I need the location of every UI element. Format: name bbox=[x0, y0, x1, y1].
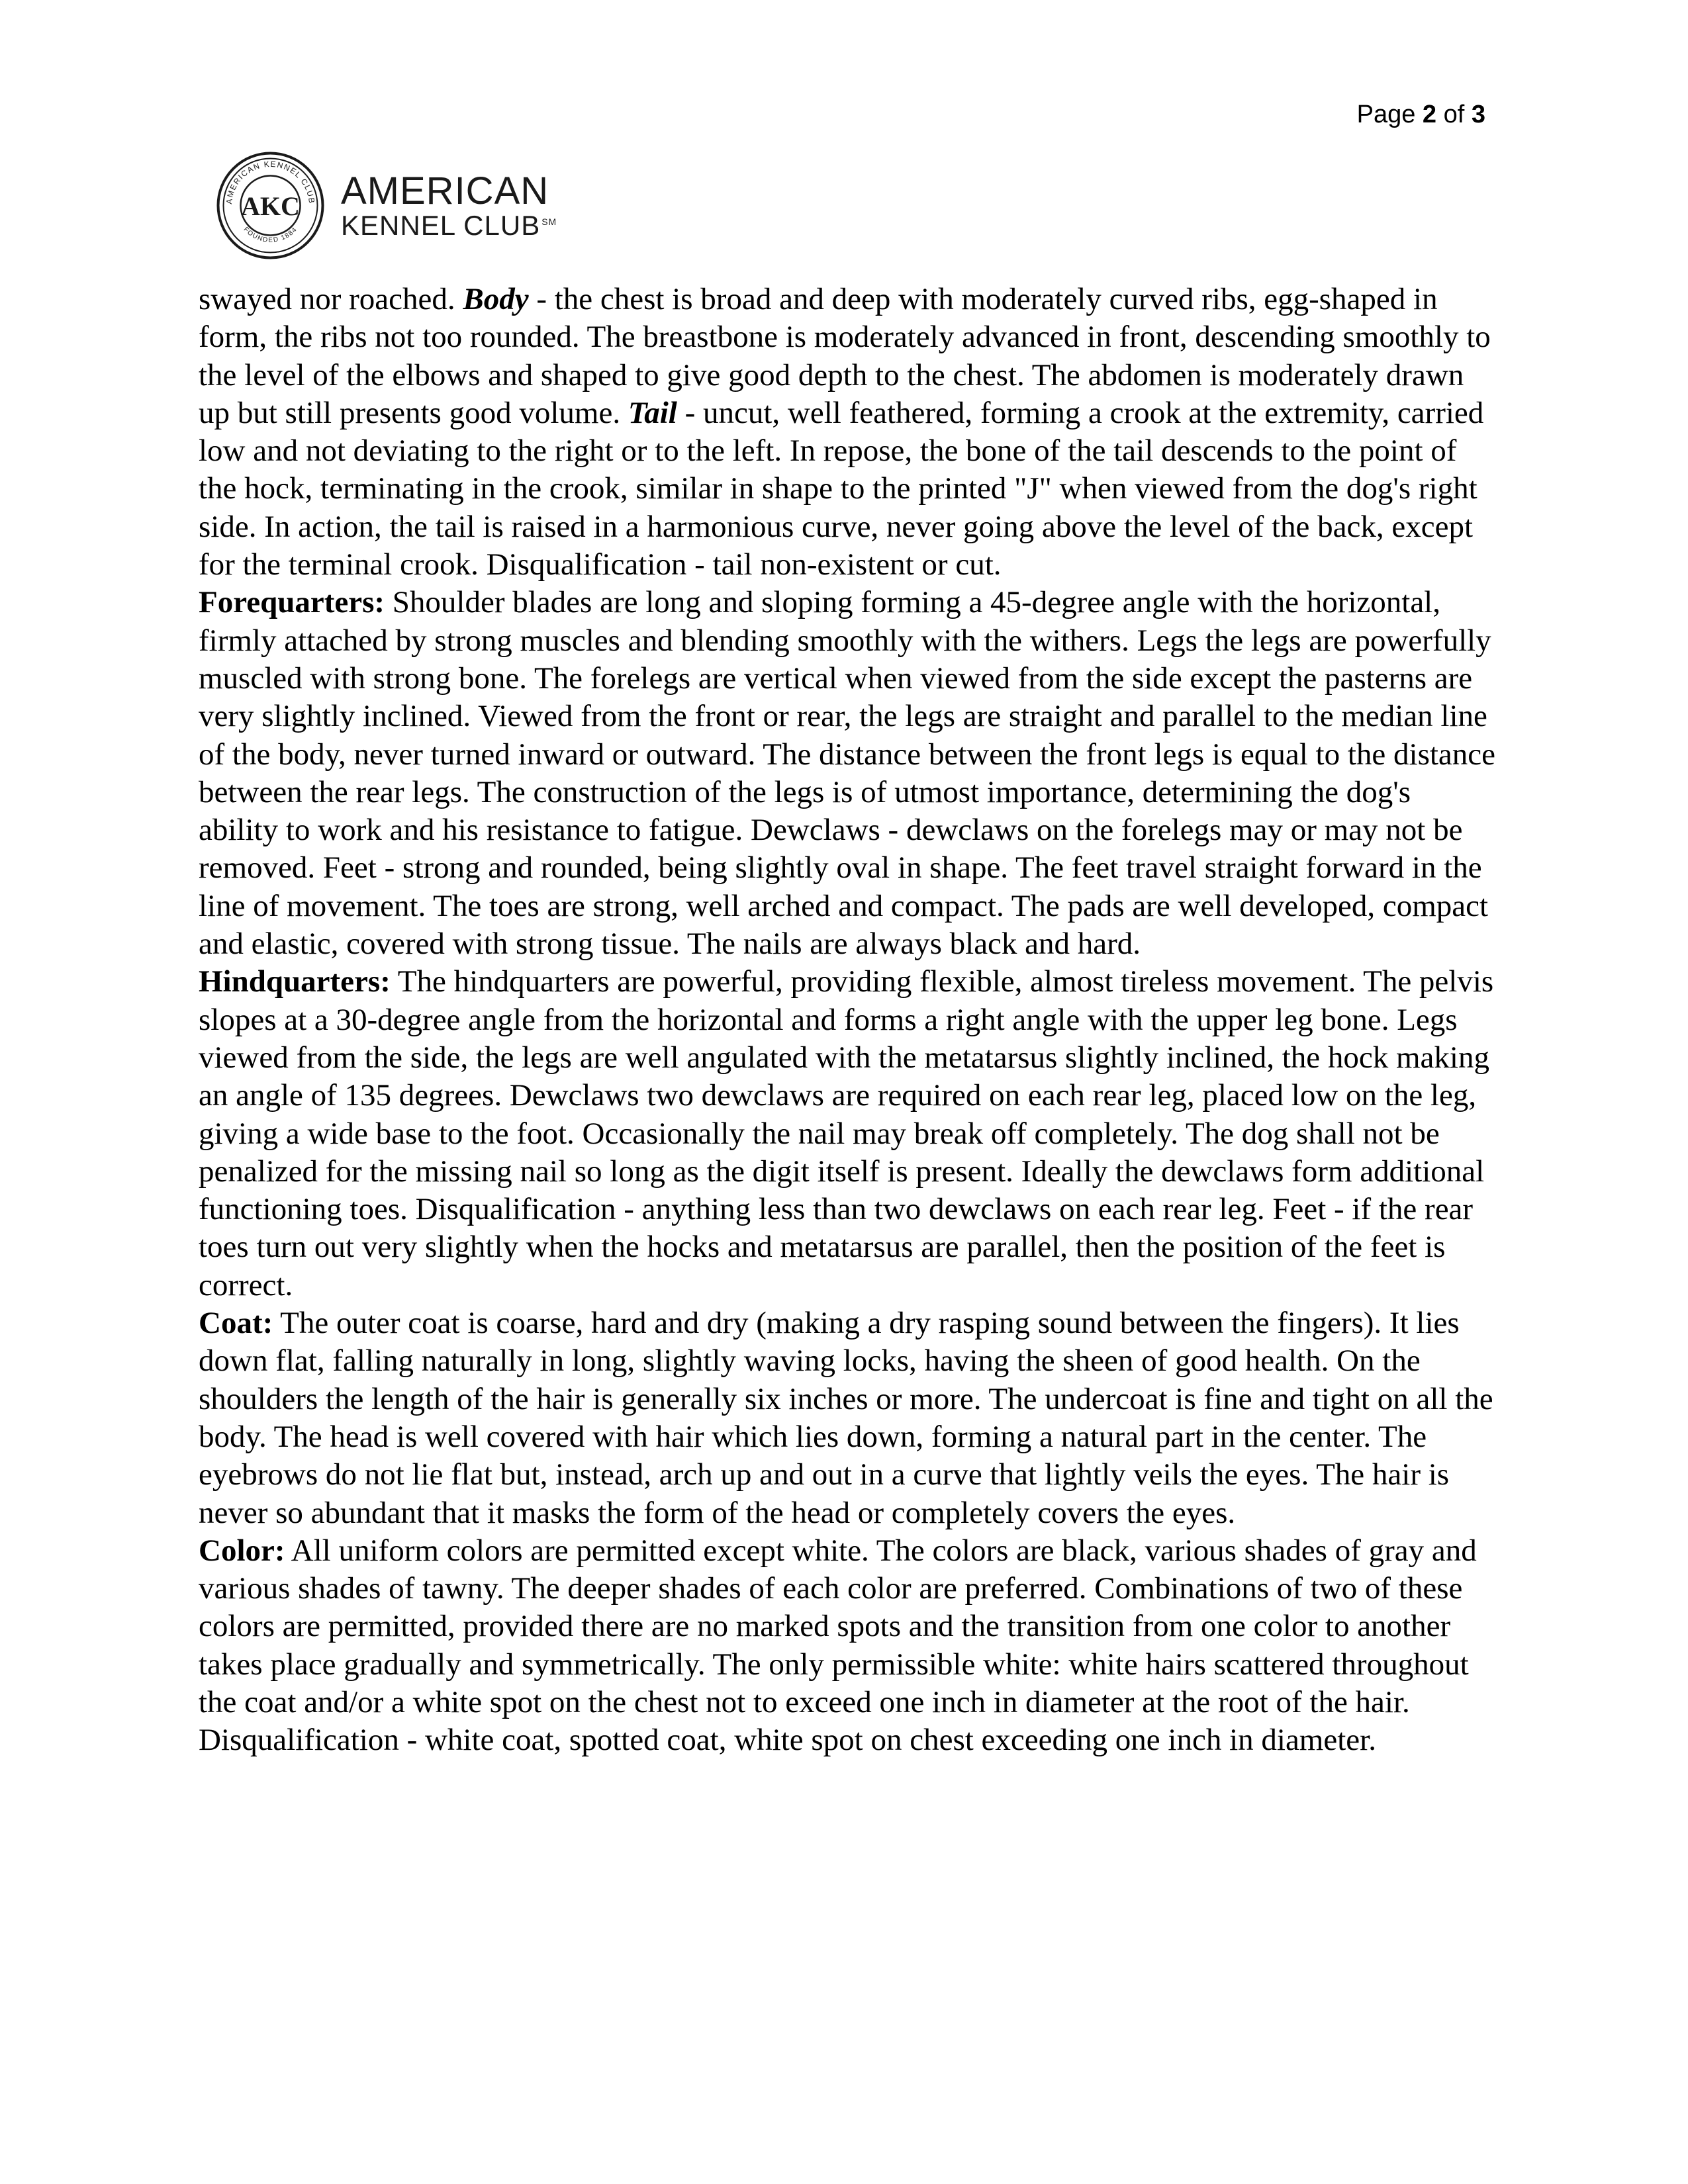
paragraph-coat bbox=[199, 1304, 1496, 1532]
paragraph-hindquarters bbox=[199, 963, 1496, 1304]
akc-seal-icon bbox=[216, 151, 325, 260]
paragraph-lead-in: swayed nor roached. bbox=[199, 282, 463, 316]
trademark-mark: SM bbox=[541, 216, 557, 227]
page-number-total: 3 bbox=[1471, 101, 1485, 128]
body-text: - the chest is broad and deep with moderately curved ribs, egg-shaped in form, the ribs not too rounded. The breastbone is moderately advanced in front, descending smoothly to the level of the elbows and shaped to give good depth to the chest. The abdomen is moderately drawn up but still presents good volume. bbox=[199, 282, 1491, 430]
breed-standard-text bbox=[199, 281, 1496, 1760]
akc-wordmark bbox=[341, 169, 557, 241]
wordmark-line-1: AMERICAN bbox=[341, 169, 549, 212]
seal-monogram: AKC bbox=[241, 191, 300, 221]
body-label: Body bbox=[463, 282, 529, 316]
forequarters-label: Forequarters: bbox=[199, 585, 385, 620]
hindquarters-text: The hindquarters are powerful, providing flexible, almost tireless movement. The pelvis slopes at a 30-degree angle from the horizontal and forms a right angle with the upper leg bone. Legs viewed from the side, the legs are well angulated with the metatarsus slightly inclined, the hock making an angle of 135 degrees. Dewclaws two dewclaws are required on each rear leg, placed low on the leg, giving a wide base to the foot. Occasionally the nail may break off completely. The dog shall not be penalized for the missing nail so long as the digit itself is present. Ideally the dewclaws form additional functioning toes. Disqualification - anything less than two dewclaws on each rear leg. Feet - if the rear toes turn out very slightly when the hocks and metatarsus are parallel, then the position of the feet is correct. bbox=[199, 964, 1494, 1302]
coat-label: Coat: bbox=[199, 1306, 273, 1341]
page-number-current: 2 bbox=[1422, 101, 1437, 128]
page-number-prefix: Page bbox=[1356, 101, 1423, 128]
wordmark-line-2-text: KENNEL CLUB bbox=[341, 209, 541, 241]
page-number-separator: of bbox=[1436, 101, 1472, 128]
tail-label: Tail bbox=[628, 395, 677, 430]
color-text: All uniform colors are permitted except white. The colors are black, various shades of gray and various shades of tawny. The deeper shades of each color are preferred. Combinations of two of these colors are permitted, provided there are no marked spots and the transition from one color to another takes place gradually and symmetrically. The only permissible white: white hairs scattered throughout the coat and/or a white spot on the chest not to exceed one inch in diameter at the root of the hair. Disqualification - white coat, spotted coat, white spot on chest exceeding one inch in diameter. bbox=[199, 1533, 1477, 1758]
hindquarters-label: Hindquarters: bbox=[199, 964, 391, 999]
page-number bbox=[1357, 101, 1485, 129]
paragraph-forequarters bbox=[199, 584, 1496, 963]
forequarters-text: Shoulder blades are long and sloping forming a 45-degree angle with the horizontal, firmly attached by strong muscles and blending smoothly with the withers. Legs the legs are powerfully muscled with strong bone. The forelegs are vertical when viewed from the side except the pasterns are very slightly inclined. Viewed from the front or rear, the legs are straight and parallel to the median line of the body, never turned inward or outward. The distance between the front legs is equal to the distance between the rear legs. The construction of the legs is of utmost importance, determining the dog's ability to work and his resistance to fatigue. Dewclaws - dewclaws on the forelegs may or may not be removed. Feet - strong and rounded, being slightly oval in shape. The feet travel straight forward in the line of movement. The toes are strong, well arched and compact. The pads are well developed, compact and elastic, covered with strong tissue. The nails are always black and hard. bbox=[199, 585, 1496, 962]
paragraph-color bbox=[199, 1532, 1496, 1760]
color-label: Color: bbox=[199, 1533, 285, 1568]
tail-text: - uncut, well feathered, forming a crook at the extremity, carried low and not deviating to the right or to the left. In repose, the bone of the tail descends to the point of the hock, terminating in the crook, similar in shape to the printed "J" when viewed from the dog's right side. In action, the tail is raised in a harmonious curve, never going above the level of the back, except for the terminal crook. Disqualification - tail non-existent or cut. bbox=[199, 395, 1484, 582]
akc-logo bbox=[216, 151, 557, 260]
seal-text: AMERICAN KENNEL CLUB bbox=[224, 159, 317, 205]
seal-founded: FOUNDED 1884 bbox=[242, 226, 299, 244]
paragraph-body-tail bbox=[199, 281, 1496, 584]
coat-text: The outer coat is coarse, hard and dry (making a dry rasping sound between the fingers). It lies down flat, falling naturally in long, slightly waving locks, having the sheen of good health. On the shoulders the length of the hair is generally six inches or more. The undercoat is fine and tight on all the body. The head is well covered with hair which lies down, forming a natural part in the center. The eyebrows do not lie flat but, instead, arch up and out in a curve that lightly veils the eyes. The hair is never so abundant that it masks the form of the head or completely covers the eyes. bbox=[199, 1306, 1493, 1530]
wordmark-line-2 bbox=[341, 209, 557, 241]
